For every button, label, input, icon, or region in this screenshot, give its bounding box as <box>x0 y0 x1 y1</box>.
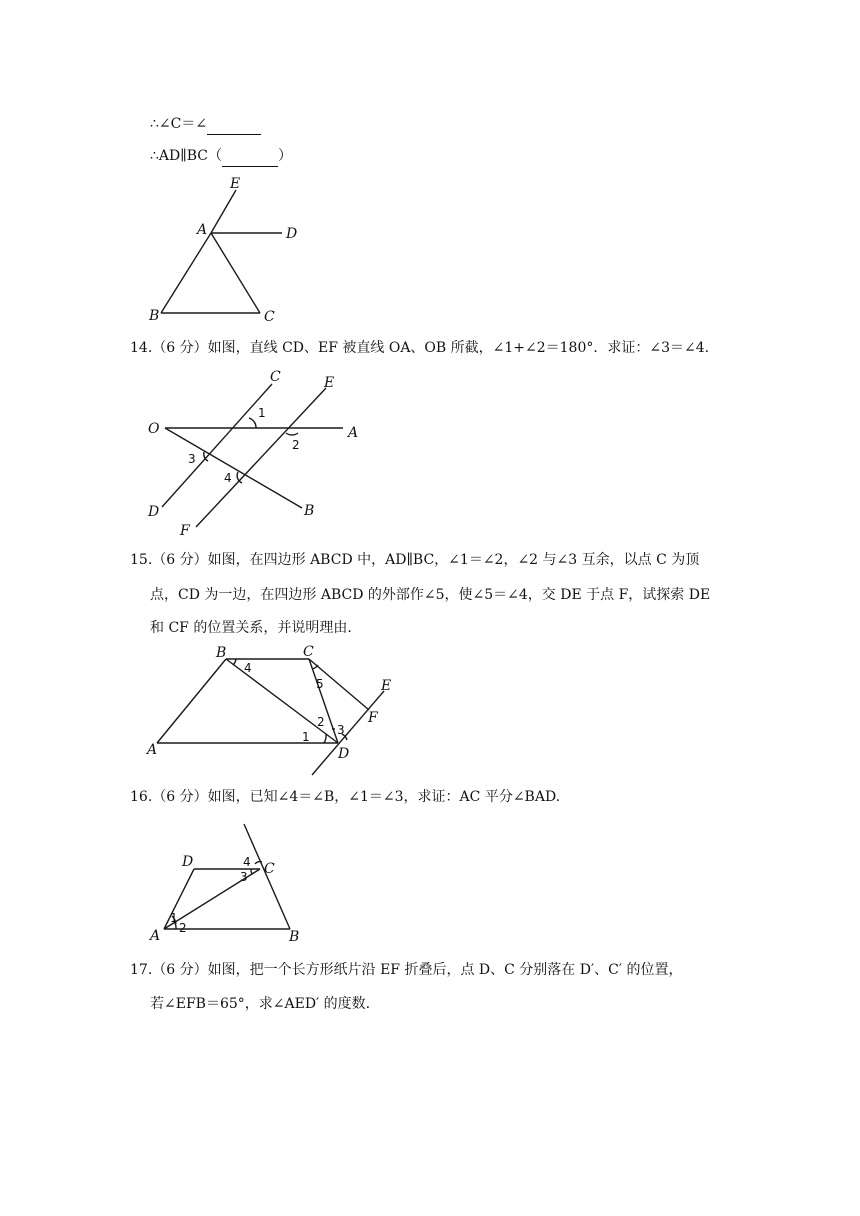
q16-text: 16.（6 分）如图，已知∠4＝∠B，∠1＝∠3，求证：AC 平分∠BAD. <box>130 789 561 805</box>
q16-label-A: A <box>150 928 161 944</box>
q13-line1-text: ∴∠C＝∠ <box>150 116 208 132</box>
q13-label-A: A <box>197 222 208 238</box>
q14-angle-2: 2 <box>292 438 300 452</box>
q15-angle-1: 1 <box>302 730 310 744</box>
q15-label-B: B <box>216 645 227 661</box>
q14-label-B: B <box>304 503 315 519</box>
q14-label-O: O <box>148 421 160 437</box>
q14-label-C: C <box>270 369 281 385</box>
q15-text-line-1: 15.（6 分）如图，在四边形 ABCD 中，AD∥BC，∠1＝∠2，∠2 与∠3 互余，以点 C 为顶 <box>130 552 700 568</box>
q15-label-A: A <box>147 742 158 758</box>
q16-angle-2: 2 <box>179 921 187 935</box>
q16-angle-4: 4 <box>243 855 251 869</box>
q13-label-D: D <box>286 226 298 242</box>
q13-line2-text: ∴AD∥BC（ <box>150 148 222 164</box>
q13-line2-suffix: ） <box>277 148 292 164</box>
q15-angle-3: 3 <box>337 723 345 737</box>
q15-label-F: F <box>368 710 378 726</box>
q14-label-F: F <box>180 523 190 539</box>
q16-angle-3: 3 <box>240 870 248 884</box>
q14-angle-1: 1 <box>258 406 266 420</box>
q15-label-D: D <box>338 746 350 762</box>
q15-angle-4: 4 <box>244 661 252 675</box>
q17-text-line-2: 若∠EFB＝65°，求∠AED′ 的度数. <box>150 996 371 1012</box>
q16-label-D: D <box>182 854 194 870</box>
q16-label-B: B <box>289 929 300 945</box>
q15-text-line-2: 点，CD 为一边，在四边形 ABCD 的外部作∠5，使∠5＝∠4，交 DE 于点 F，试探索 DE <box>150 587 711 603</box>
q15-angle-2: 2 <box>317 715 325 729</box>
q14-label-A: A <box>348 425 359 441</box>
q13-label-E: E <box>230 176 241 192</box>
q15-label-C: C <box>303 644 314 660</box>
q13-label-C: C <box>264 309 275 325</box>
q15-angle-5: 5 <box>316 677 324 691</box>
q17-text-line-1: 17.（6 分）如图，把一个长方形纸片沿 EF 折叠后，点 D、C 分别落在 D′、C′ 的位置， <box>130 962 683 978</box>
q15-text-line-3: 和 CF 的位置关系，并说明理由. <box>150 620 352 636</box>
q14-angle-4: 4 <box>224 471 232 485</box>
q14-label-E: E <box>324 375 335 391</box>
q13-label-B: B <box>149 308 160 324</box>
q16-arc-3 <box>251 869 252 874</box>
q16-angle-1: 1 <box>170 911 178 925</box>
q14-label-D: D <box>148 504 160 520</box>
q14-text: 14.（6 分）如图，直线 CD、EF 被直线 OA、OB 所截，∠1+∠2＝180°．求证：∠3＝∠4. <box>130 340 710 356</box>
q14-angle-3: 3 <box>188 452 196 466</box>
q15-label-E: E <box>381 678 392 694</box>
q16-label-C: C <box>264 861 275 877</box>
